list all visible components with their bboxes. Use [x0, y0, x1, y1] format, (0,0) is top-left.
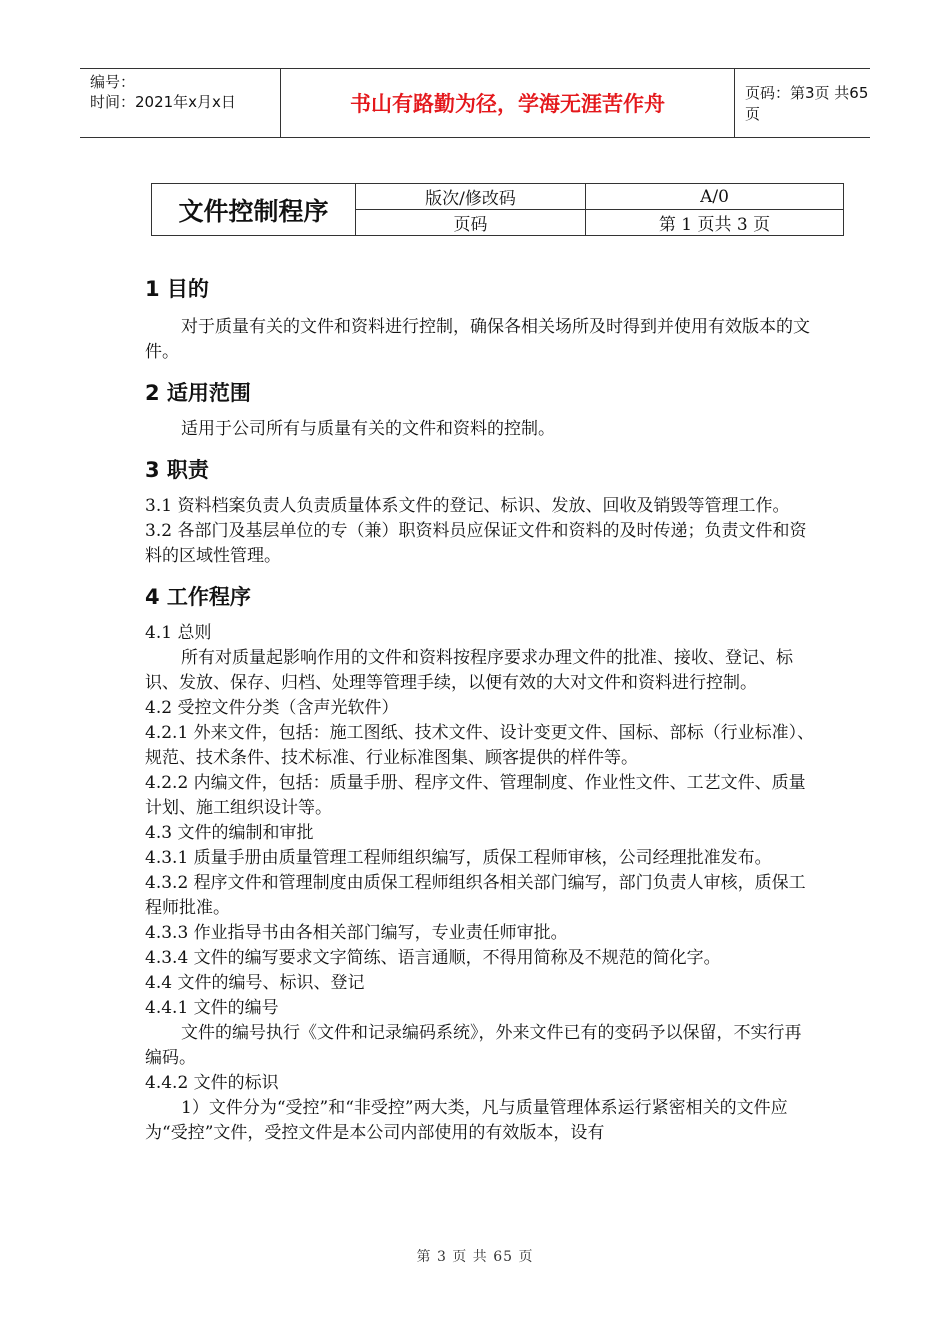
section-4-title: 4 工作程序	[145, 585, 251, 609]
revision-label: 版次/修改码	[356, 184, 586, 210]
header-meta	[80, 69, 280, 137]
page-label: 页码	[356, 210, 586, 236]
section-3-title: 3 职责	[145, 458, 209, 482]
section-4-3-1: 4.3.1 质量手册由质量管理工程师组织编写，质保工程师审核，公司经理批准发布。	[145, 848, 772, 868]
section-4-4-heading: 4.4 文件的编号、标识、登记	[145, 973, 365, 993]
section-4-4-1-text: 文件的编号执行《文件和记录编码系统》，外来文件已有的变码予以保留，不实行再编码。	[145, 1023, 802, 1068]
section-4-2-heading: 4.2 受控文件分类（含声光软件）	[145, 698, 399, 718]
document-title: 文件控制程序	[152, 184, 356, 236]
section-4-4-1-heading: 4.4.1 文件的编号	[145, 998, 279, 1018]
section-4-1-text: 所有对质量起影响作用的文件和资料按程序要求办理文件的批准、接收、登记、标识、发放、保存、归档、处理等管理手续，以便有效的大对文件和资料进行控制。	[145, 648, 793, 693]
time-label: 时间：2021年x月x日	[90, 93, 236, 111]
section-4-3-4: 4.3.4 文件的编写要求文字简练、语言通顺，不得用简称及不规范的简化字。	[145, 948, 721, 968]
section-1-title: 1 目的	[145, 277, 209, 301]
section-4-2-1: 4.2.1 外来文件，包括：施工图纸、技术文件、设计变更文件、国标、部标（行业标准）、规范、技术条件、技术标准、行业标准图集、顾客提供的样件等。	[145, 723, 815, 768]
revision-value: A/0	[586, 184, 844, 210]
header-motto: 书山有路勤为径，学海无涯苦作舟	[280, 69, 735, 137]
section-1-text: 对于质量有关的文件和资料进行控制，确保各相关场所及时得到并使用有效版本的文件。	[145, 317, 810, 362]
section-4-3-heading: 4.3 文件的编制和审批	[145, 823, 314, 843]
section-2-title: 2 适用范围	[145, 381, 251, 405]
section-4-1-heading: 4.1 总则	[145, 623, 212, 643]
document-control-table	[151, 183, 844, 236]
header-page-info: 页码：第3页 共65页	[745, 84, 869, 123]
section-4-3-2: 4.3.2 程序文件和管理制度由质保工程师组织各相关部门编写，部门负责人审核，质保工程师批准。	[145, 873, 806, 918]
section-4-4-2-text: 1）文件分为“受控”和“非受控”两大类，凡与质量管理体系运行紧密相关的文件应为“受控”文件，受控文件是本公司内部使用的有效版本，设有	[145, 1098, 788, 1143]
page-value: 第 1 页共 3 页	[586, 210, 844, 236]
section-3-1: 3.1 资料档案负责人负责质量体系文件的登记、标识、发放、回收及销毁等管理工作。	[145, 496, 790, 516]
page-header	[80, 68, 870, 138]
section-3-2: 3.2 各部门及基层单位的专（兼）职资料员应保证文件和资料的及时传递；负责文件和资料的区域性管理。	[145, 521, 807, 566]
section-4-3-3: 4.3.3 作业指导书由各相关部门编写，专业责任师审批。	[145, 923, 568, 943]
section-4-4-2-heading: 4.4.2 文件的标识	[145, 1073, 279, 1093]
number-label: 编号：	[90, 73, 136, 91]
section-4-2-2: 4.2.2 内编文件，包括：质量手册、程序文件、管理制度、作业性文件、工艺文件、质量计划、施工组织设计等。	[145, 773, 806, 818]
section-2-text: 适用于公司所有与质量有关的文件和资料的控制。	[181, 419, 555, 439]
page-footer: 第 3 页 共 65 页	[416, 1249, 534, 1265]
document-body	[145, 270, 817, 1146]
